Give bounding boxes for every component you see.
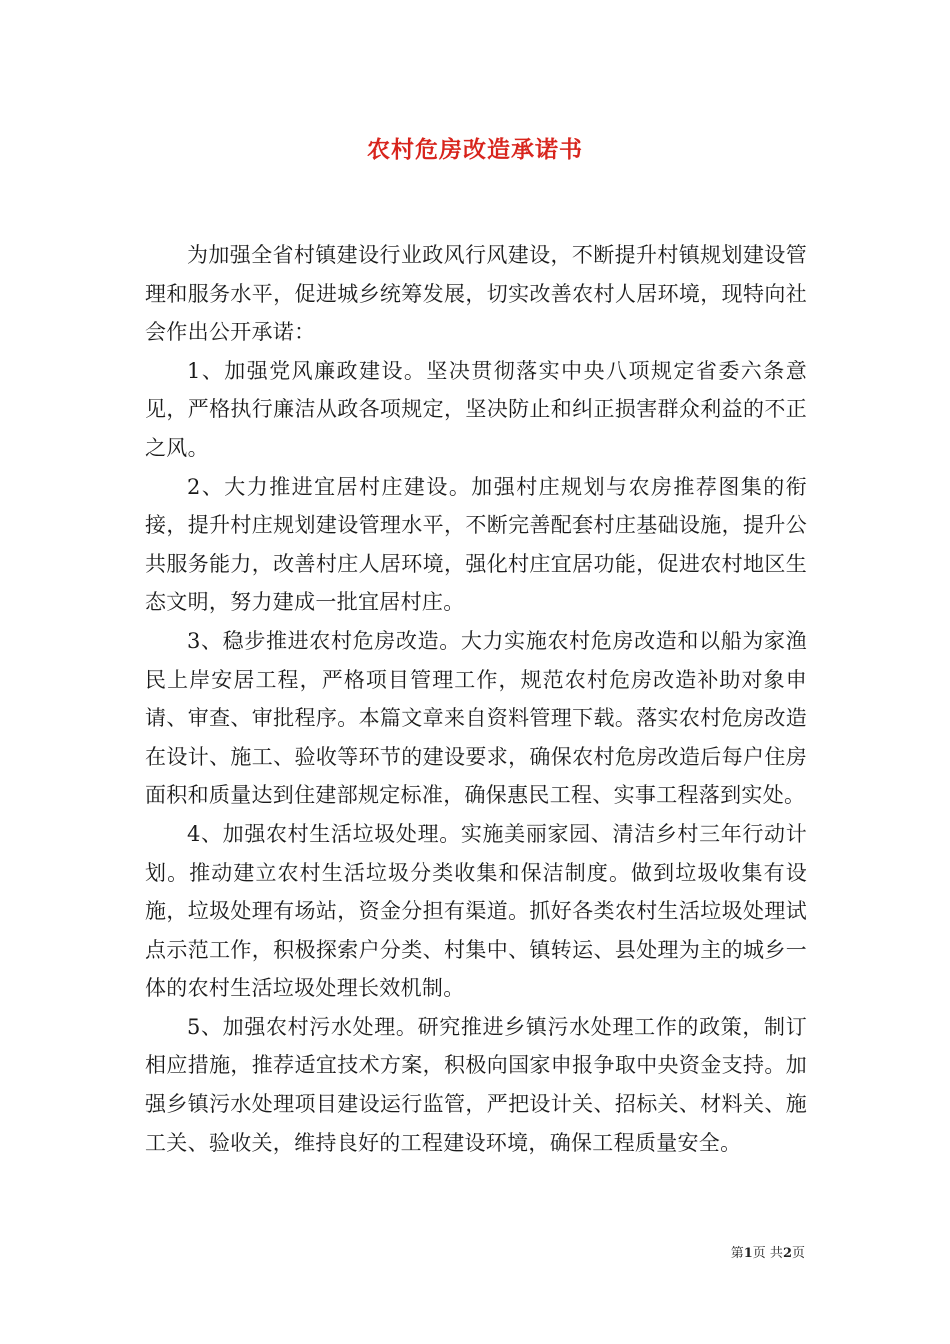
page-number-footer <box>731 1245 805 1263</box>
footer-middle: 页 共 <box>752 1246 783 1261</box>
document-body <box>145 236 807 1162</box>
document-title: 农村危房改造承诺书 <box>367 136 583 163</box>
commitment-paragraph-4: 4、加强农村生活垃圾处理。实施美丽家园、清洁乡村三年行动计划。推动建立农村生活垃圾分类收集和保洁制度。做到垃圾收集有设施，垃圾处理有场站，资金分担有渠道。抓好各类农村生活垃圾处理试点示范工作，积极探索户分类、村集中、镇转运、县处理为主的城乡一体的农村生活垃圾处理长效机制。 <box>145 821 807 1001</box>
footer-prefix: 第 <box>730 1246 744 1261</box>
commitment-paragraph-5: 5、加强农村污水处理。研究推进乡镇污水处理工作的政策，制订相应措施，推荐适宜技术方案，积极向国家申报争取中央资金支持。加强乡镇污水处理项目建设运行监管，严把设计关、招标关、材料关、施工关、验收关，维持良好的工程建设环境，确保工程质量安全。 <box>145 1014 807 1155</box>
commitment-paragraph-2: 2、大力推进宜居村庄建设。加强村庄规划与农房推荐图集的衔接，提升村庄规划建设管理水平，不断完善配套村庄基础设施，提升公共服务能力，改善村庄人居环境，强化村庄宜居功能，促进农村地区生态文明，努力建成一批宜居村庄。 <box>145 474 807 615</box>
commitment-paragraph-3: 3、稳步推进农村危房改造。大力实施农村危房改造和以船为家渔民上岸安居工程，严格项目管理工作，规范农村危房改造补助对象申请、审查、审批程序。本篇文章来自资料管理下载。落实农村危房改造在设计、施工、验收等环节的建设要求，确保农村危房改造后每户住房面积和质量达到住建部规定标准，确保惠民工程、实事工程落到实处。 <box>145 628 807 808</box>
footer-suffix: 页 <box>791 1246 805 1261</box>
commitment-paragraph-1: 1、加强党风廉政建设。坚决贯彻落实中央八项规定省委六条意见，严格执行廉洁从政各项规定，坚决防止和纠正损害群众利益的不正之风。 <box>145 358 807 460</box>
current-page-number: 1 <box>743 1246 753 1261</box>
total-page-number: 2 <box>782 1246 792 1261</box>
intro-paragraph: 为加强全省村镇建设行业政风行风建设，不断提升村镇规划建设管理和服务水平，促进城乡统筹发展，切实改善农村人居环境，现特向社会作出公开承诺： <box>145 243 807 345</box>
